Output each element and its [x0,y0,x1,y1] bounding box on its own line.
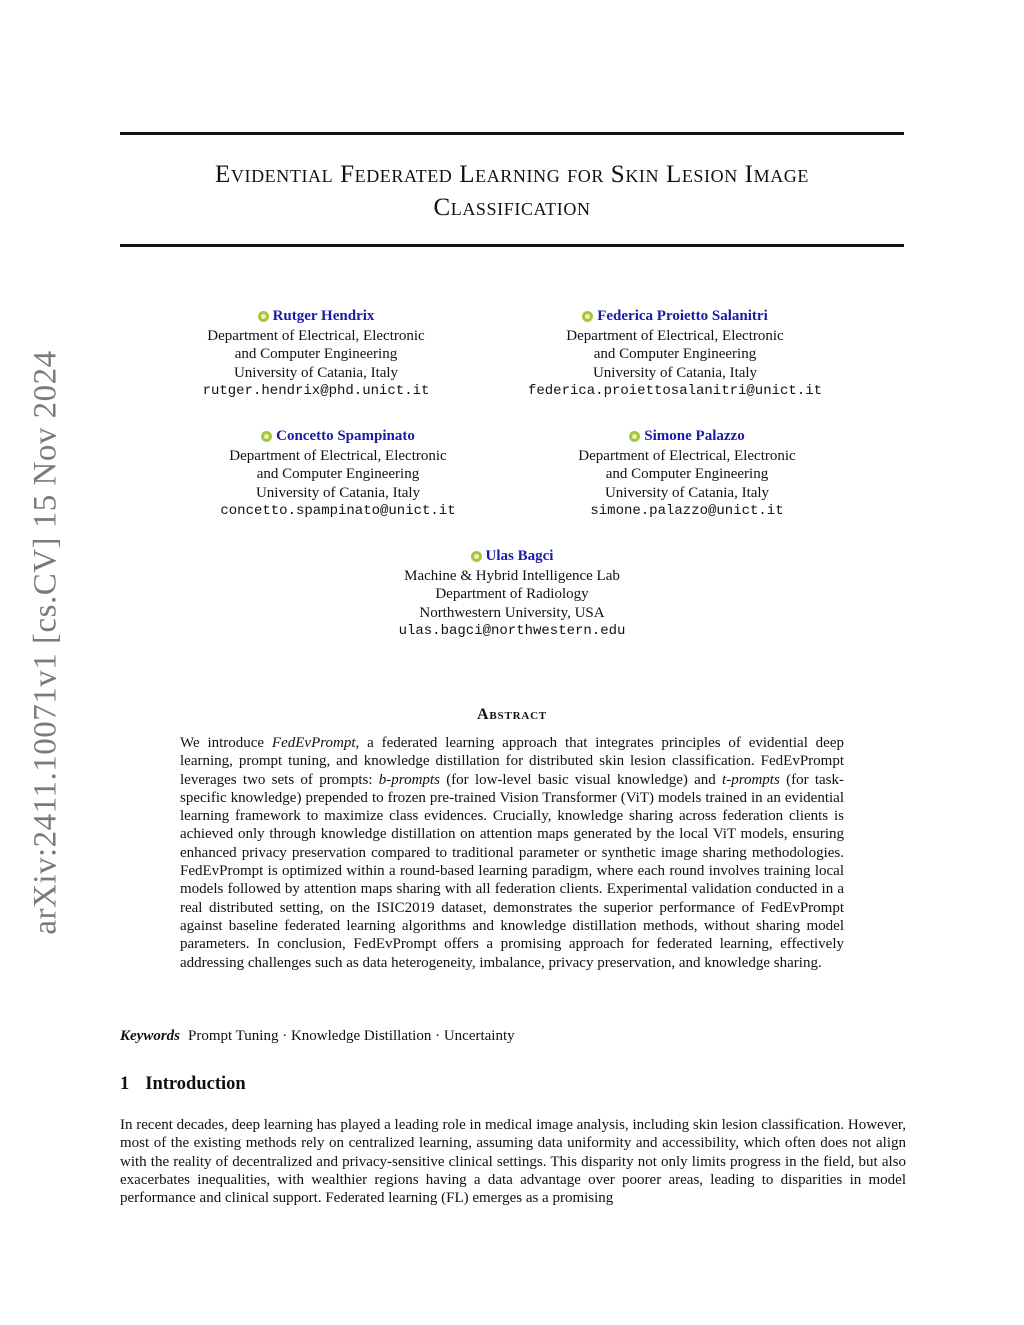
keywords-label: Keywords [120,1028,180,1044]
author-affiliation: University of Catania, Italy [255,484,421,501]
author-name-link[interactable]: Concetto Spampinato [261,427,415,445]
orcid-icon[interactable] [629,431,640,442]
author-block-1 [126,307,506,400]
author-affiliation: University of Catania, Italy [233,364,399,381]
author-name-link[interactable]: Simone Palazzo [629,427,744,445]
arxiv-sidebar [20,345,72,940]
author-email[interactable]: simone.palazzo@unict.it [590,502,784,519]
keywords-line [120,1028,904,1045]
author-email[interactable]: ulas.bagci@northwestern.edu [398,622,626,639]
author-name-link[interactable]: Rutger Hendrix [258,307,375,325]
author-affiliation: Department of Electrical, Electronic [229,447,447,464]
title-bottom-rule [120,244,904,247]
author-affiliation: Department of Electrical, Electronic [578,447,796,464]
author-name-link[interactable]: Federica Proietto Salanitri [582,307,768,325]
author-affiliation: Machine & Hybrid Intelligence Lab [404,567,620,584]
orcid-icon[interactable] [471,551,482,562]
orcid-icon[interactable] [582,311,593,322]
author-affiliation: and Computer Engineering [234,346,398,363]
orcid-icon[interactable] [261,431,272,442]
author-affiliation: and Computer Engineering [256,466,420,483]
abstract-heading: Abstract [477,706,547,723]
author-email[interactable]: federica.proiettosalanitri@unict.it [527,382,823,399]
paper-title [120,158,904,224]
author-affiliation: University of Catania, Italy [592,364,758,381]
method-name: FedEvPrompt [271,735,356,751]
author-affiliation: Department of Electrical, Electronic [566,327,784,344]
author-block-4 [497,427,877,520]
abstract-body: We introduce FedEvPrompt, a federated learning approach that integrates principles of evidential deep learning, prompt tuning, and knowledge distillation for distributed skin lesion classification. FedEvPrompt leverages two sets of prompts: b-prompts (for low-level basic visual knowledge) and t-prompts (for task-specific knowledge) prepended to frozen pre-trained Vision Transformer (ViT) models trained in an evidential learning framework to maximize class evidences. Crucially, knowledge sharing across federation clients is achieved only through knowledge distillation on attention maps generated by the local ViT models, ensuring enhanced privacy preservation compared to traditional parameter or synthetic image sharing methodologies. FedEvPrompt is optimized within a round-based learning paradigm, where each round involves training local models followed by attention maps sharing with all federation clients. Experimental validation conducted in a real distributed setting, on the ISIC2019 dataset, demonstrates the superior performance of FedEvPrompt against baseline federated learning algorithms and knowledge distillation methods, without sharing model parameters. In conclusion, FedEvPrompt offers a promising approach for federated learning, effectively addressing challenges such as data heterogeneity, imbalance, privacy preservation, and knowledge sharing. [180,735,844,971]
title-line-1: Evidential Federated Learning for Skin Lesion Image [215,161,809,188]
section-number: 1 [120,1074,130,1094]
section-heading-introduction [120,1074,904,1095]
author-affiliation: Department of Radiology [435,586,589,603]
author-name-link[interactable]: Ulas Bagci [471,547,554,565]
section-title: Introduction [145,1074,246,1094]
orcid-icon[interactable] [258,311,269,322]
author-affiliation: and Computer Engineering [605,466,769,483]
b-prompts-term: b-prompts [378,771,440,788]
t-prompts-term: t-prompts [722,771,780,788]
title-line-2: Classification [433,194,591,221]
author-email[interactable]: concetto.spampinato@unict.it [220,502,456,519]
author-affiliation: Northwestern University, USA [419,604,605,621]
author-block-5 [322,547,702,640]
author-block-3 [148,427,528,520]
arxiv-identifier: arXiv:2411.10071v1 [cs.CV] 15 Nov 2024 [27,350,64,935]
title-top-rule [120,132,904,135]
author-email[interactable]: rutger.hendrix@phd.unict.it [202,382,430,399]
author-block-2 [485,307,865,400]
author-affiliation: Department of Electrical, Electronic [207,327,425,344]
author-affiliation: and Computer Engineering [593,346,757,363]
introduction-paragraph: In recent decades, deep learning has played a leading role in medical image analysis, including skin lesion classification. However, most of the existing methods rely on centralized learning, assuming data uniformity and accessibility, which often does not align with the reality of decentralized and privacy-sensitive clinical settings. This disparity not only limits progress in the field, but also exacerbates inequalities, with wealthier regions having a data advantage over poorer areas, leading to disparities in model performance and clinical support. Federated learning (FL) emerges as a promising [120,1117,906,1207]
author-affiliation: University of Catania, Italy [604,484,770,501]
keywords-list: Prompt Tuning · Knowledge Distillation · Uncertainty [188,1028,515,1044]
